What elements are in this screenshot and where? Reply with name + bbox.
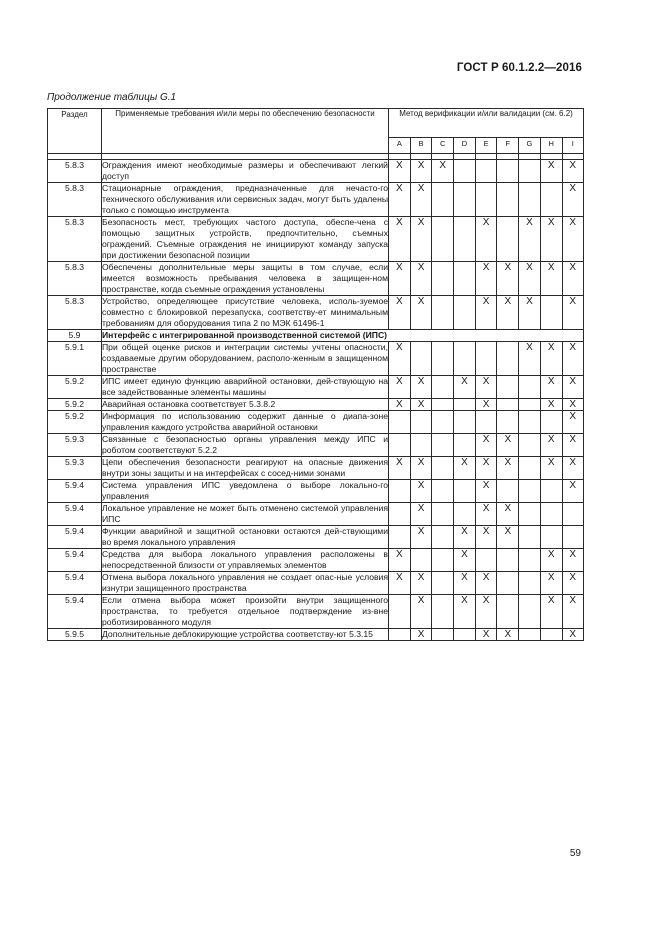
verification-mark-h: X xyxy=(540,160,562,183)
table-row xyxy=(48,160,584,183)
verification-mark-g xyxy=(519,629,541,641)
verification-mark-a: X xyxy=(389,217,411,262)
verification-mark-a: X xyxy=(389,457,411,480)
verification-mark-c xyxy=(432,411,454,434)
verification-mark-c xyxy=(432,549,454,572)
requirement-text: Отмена выбора локального управления не создает опас-ные условия изнутри защищенного пространства xyxy=(102,572,388,593)
verification-mark-e xyxy=(475,183,497,217)
verification-mark-h xyxy=(540,526,562,549)
verification-mark-d: X xyxy=(454,457,476,480)
method-col-h: H xyxy=(540,138,562,154)
verification-mark-d xyxy=(454,629,476,641)
table-row xyxy=(48,503,584,526)
verification-mark-i: X xyxy=(562,595,584,629)
verification-mark-a xyxy=(389,480,411,503)
verification-mark-b: X xyxy=(410,629,432,641)
verification-mark-g xyxy=(519,376,541,399)
verification-mark-b xyxy=(410,434,432,457)
page-number: 59 xyxy=(569,848,581,859)
verification-mark-i xyxy=(562,503,584,526)
verification-mark-e xyxy=(475,342,497,376)
verification-mark-g xyxy=(519,480,541,503)
verification-mark-b: X xyxy=(410,217,432,262)
verification-mark-d xyxy=(454,503,476,526)
verification-mark-e: X xyxy=(475,376,497,399)
verification-mark-e: X xyxy=(475,629,497,641)
method-col-b: B xyxy=(410,138,432,154)
verification-mark-a: X xyxy=(389,376,411,399)
verification-mark-f xyxy=(497,160,519,183)
requirement-text: Стационарные ограждения, предназначенные для нечасто-го технического обслуживания или сервисных задач, могут быть удалены только с помощью инструмента xyxy=(102,183,388,215)
verification-mark-c xyxy=(432,342,454,376)
verification-mark-b: X xyxy=(410,262,432,296)
verification-mark-f xyxy=(497,411,519,434)
verification-mark-c xyxy=(432,262,454,296)
verification-mark-d xyxy=(454,183,476,217)
verification-mark-a: X xyxy=(389,572,411,595)
requirement-text: Локальное управление не может быть отменено системой управления ИПС xyxy=(102,503,388,524)
section-number: 5.9.2 xyxy=(48,399,102,411)
section-number: 5.9.5 xyxy=(48,629,102,641)
verification-mark-b: X xyxy=(410,183,432,217)
table-row xyxy=(48,572,584,595)
verification-mark-c xyxy=(432,480,454,503)
table-row xyxy=(48,526,584,549)
section-number: 5.9.3 xyxy=(48,434,102,457)
verification-mark-c xyxy=(432,399,454,411)
verification-mark-d: X xyxy=(454,572,476,595)
verification-mark-f: X xyxy=(497,434,519,457)
header-section: Раздел xyxy=(48,109,102,154)
verification-mark-b: X xyxy=(410,376,432,399)
header-requirements: Применяемые требования и/или меры по обеспечению безопасности xyxy=(102,109,389,154)
verification-mark-i: X xyxy=(562,296,584,330)
verification-mark-i: X xyxy=(562,217,584,262)
verification-mark-g: X xyxy=(519,342,541,376)
verification-mark-h: X xyxy=(540,595,562,629)
verification-mark-e xyxy=(475,411,497,434)
requirement-text: Связанные с безопасностью органы управления между ИПС и роботом соответствуют 5.2.2 xyxy=(102,434,388,455)
verification-mark-a: X xyxy=(389,549,411,572)
table-row xyxy=(48,595,584,629)
verification-mark-g xyxy=(519,411,541,434)
verification-mark-c xyxy=(432,183,454,217)
verification-mark-d xyxy=(454,411,476,434)
verification-mark-h: X xyxy=(540,342,562,376)
verification-mark-b: X xyxy=(410,296,432,330)
verification-mark-i: X xyxy=(562,434,584,457)
requirement-text: Если отмена выбора может произойти внутри защищенного пространства, то требуется отдельное подтверждение из-вне роботизированного модуля xyxy=(102,595,388,627)
requirement-text: ИПС имеет единую функцию аварийной остановки, дей-ствующую на все задействованные элементы машины xyxy=(102,376,388,397)
verification-mark-i: X xyxy=(562,629,584,641)
verification-mark-e: X xyxy=(475,217,497,262)
section-number: 5.9.2 xyxy=(48,411,102,434)
verification-mark-h xyxy=(540,183,562,217)
section-number: 5.8.3 xyxy=(48,160,102,183)
table-caption: Продолжение таблицы G.1 xyxy=(47,92,177,103)
verification-mark-g: X xyxy=(519,217,541,262)
section-number: 5.9.4 xyxy=(48,526,102,549)
requirement-text: Аварийная остановка соответствует 5.3.8.2 xyxy=(102,399,389,411)
requirement-text: Средства для выбора локального управления расположены в непосредственной близости от управляемых элементов xyxy=(102,549,388,570)
verification-mark-i: X xyxy=(562,411,584,434)
verification-mark-a: X xyxy=(389,183,411,217)
verification-mark-c xyxy=(432,434,454,457)
verification-mark-b: X xyxy=(410,595,432,629)
verification-mark-g xyxy=(519,457,541,480)
verification-mark-d xyxy=(454,296,476,330)
method-col-c: C xyxy=(432,138,454,154)
verification-mark-a: X xyxy=(389,160,411,183)
verification-mark-i: X xyxy=(562,160,584,183)
table-row xyxy=(48,217,584,262)
verification-mark-c xyxy=(432,503,454,526)
verification-mark-a xyxy=(389,411,411,434)
section-number: 5.9.4 xyxy=(48,480,102,503)
verification-mark-c xyxy=(432,296,454,330)
verification-mark-d: X xyxy=(454,549,476,572)
verification-mark-a xyxy=(389,526,411,549)
verification-mark-h: X xyxy=(540,572,562,595)
verification-mark-h xyxy=(540,629,562,641)
verification-mark-g xyxy=(519,399,541,411)
verification-mark-i: X xyxy=(562,549,584,572)
verification-mark-i: X xyxy=(562,399,584,411)
method-col-d: D xyxy=(454,138,476,154)
verification-mark-g: X xyxy=(519,262,541,296)
verification-mark-d xyxy=(454,399,476,411)
verification-mark-e: X xyxy=(475,262,497,296)
verification-table xyxy=(47,108,584,641)
verification-mark-d xyxy=(454,160,476,183)
verification-mark-c xyxy=(432,376,454,399)
method-col-e: E xyxy=(475,138,497,154)
verification-mark-c xyxy=(432,572,454,595)
verification-mark-b: X xyxy=(410,480,432,503)
section-heading: Интерфейс с интегрированной производственной системой (ИПС) xyxy=(102,330,584,342)
verification-mark-h: X xyxy=(540,376,562,399)
verification-mark-a xyxy=(389,629,411,641)
verification-mark-g xyxy=(519,183,541,217)
verification-mark-h: X xyxy=(540,549,562,572)
verification-mark-b: X xyxy=(410,399,432,411)
verification-mark-h xyxy=(540,296,562,330)
verification-mark-e: X xyxy=(475,503,497,526)
section-number: 5.9.4 xyxy=(48,549,102,572)
verification-mark-i: X xyxy=(562,480,584,503)
verification-mark-i xyxy=(562,526,584,549)
section-number: 5.9 xyxy=(48,330,102,342)
table-row xyxy=(48,342,584,376)
verification-mark-b: X xyxy=(410,503,432,526)
verification-mark-c: X xyxy=(432,160,454,183)
section-number: 5.8.3 xyxy=(48,217,102,262)
verification-mark-e: X xyxy=(475,296,497,330)
verification-mark-i: X xyxy=(562,183,584,217)
verification-mark-d: X xyxy=(454,595,476,629)
verification-mark-c xyxy=(432,595,454,629)
requirement-text: Система управления ИПС уведомлена о выборе локально-го управления xyxy=(102,480,388,501)
verification-mark-a xyxy=(389,503,411,526)
method-col-i: I xyxy=(562,138,584,154)
verification-mark-h xyxy=(540,480,562,503)
table-row xyxy=(48,262,584,296)
verification-mark-g: X xyxy=(519,296,541,330)
verification-mark-c xyxy=(432,457,454,480)
table-row xyxy=(48,434,584,457)
requirement-text: Функции аварийной и защитной остановки остаются дей-ствующими во время локального управления xyxy=(102,526,388,547)
table-row xyxy=(48,549,584,572)
verification-mark-f xyxy=(497,342,519,376)
verification-mark-d: X xyxy=(454,526,476,549)
verification-mark-d xyxy=(454,217,476,262)
verification-mark-i: X xyxy=(562,376,584,399)
table-row xyxy=(48,457,584,480)
verification-mark-h: X xyxy=(540,262,562,296)
method-col-f: F xyxy=(497,138,519,154)
section-number: 5.9.4 xyxy=(48,595,102,629)
section-number: 5.9.4 xyxy=(48,572,102,595)
verification-mark-h xyxy=(540,503,562,526)
verification-mark-e: X xyxy=(475,572,497,595)
table-row xyxy=(48,183,584,217)
verification-mark-f xyxy=(497,376,519,399)
verification-mark-f: X xyxy=(497,262,519,296)
verification-mark-f xyxy=(497,572,519,595)
verification-mark-c xyxy=(432,526,454,549)
header-method: Метод верификации и/или валидации (см. 6.2) xyxy=(389,109,584,138)
verification-mark-b: X xyxy=(410,526,432,549)
verification-mark-e: X xyxy=(475,457,497,480)
section-number: 5.8.3 xyxy=(48,296,102,330)
verification-mark-h: X xyxy=(540,457,562,480)
verification-mark-a: X xyxy=(389,342,411,376)
verification-mark-h: X xyxy=(540,434,562,457)
verification-mark-a: X xyxy=(389,296,411,330)
verification-mark-a: X xyxy=(389,262,411,296)
verification-mark-i: X xyxy=(562,342,584,376)
verification-mark-g xyxy=(519,503,541,526)
verification-mark-f: X xyxy=(497,503,519,526)
section-number: 5.8.3 xyxy=(48,262,102,296)
verification-mark-b xyxy=(410,411,432,434)
section-number: 5.9.1 xyxy=(48,342,102,376)
method-col-g: G xyxy=(519,138,541,154)
verification-mark-b: X xyxy=(410,457,432,480)
verification-mark-f xyxy=(497,217,519,262)
verification-mark-d xyxy=(454,262,476,296)
verification-mark-d xyxy=(454,434,476,457)
verification-mark-i: X xyxy=(562,457,584,480)
verification-mark-a xyxy=(389,595,411,629)
verification-mark-g xyxy=(519,160,541,183)
verification-mark-i: X xyxy=(562,572,584,595)
verification-mark-g xyxy=(519,549,541,572)
table-row xyxy=(48,399,584,411)
verification-mark-f: X xyxy=(497,457,519,480)
table-row xyxy=(48,411,584,434)
verification-mark-e xyxy=(475,160,497,183)
document-id: ГОСТ Р 60.1.2.2—2016 xyxy=(456,62,582,74)
verification-mark-e: X xyxy=(475,434,497,457)
verification-mark-g xyxy=(519,572,541,595)
verification-mark-d xyxy=(454,342,476,376)
verification-mark-g xyxy=(519,434,541,457)
table-row xyxy=(48,629,584,641)
verification-mark-h: X xyxy=(540,217,562,262)
table-row xyxy=(48,376,584,399)
requirement-text: Обеспечены дополнительные меры защиты в том случае, если имеется возможность пребывания человека в защищен-ном пространстве, когда съемные ограждения установлены xyxy=(102,262,388,294)
verification-mark-b xyxy=(410,342,432,376)
section-number: 5.8.3 xyxy=(48,183,102,217)
verification-mark-e: X xyxy=(475,595,497,629)
section-number: 5.9.3 xyxy=(48,457,102,480)
verification-mark-f xyxy=(497,399,519,411)
verification-mark-a xyxy=(389,434,411,457)
verification-mark-e: X xyxy=(475,399,497,411)
table-row xyxy=(48,480,584,503)
verification-mark-d: X xyxy=(454,376,476,399)
verification-mark-f: X xyxy=(497,629,519,641)
verification-mark-f: X xyxy=(497,296,519,330)
table-row xyxy=(48,330,584,342)
verification-mark-e xyxy=(475,549,497,572)
requirement-text: Информация по использованию содержит данные о диапа-зоне управления каждого устройства аварийной остановки xyxy=(102,411,388,432)
section-number: 5.9.2 xyxy=(48,376,102,399)
requirement-text: Ограждения имеют необходимые размеры и обеспечивают легкий доступ xyxy=(102,160,388,181)
verification-mark-c xyxy=(432,629,454,641)
verification-mark-i: X xyxy=(562,262,584,296)
verification-mark-f xyxy=(497,183,519,217)
verification-mark-e: X xyxy=(475,480,497,503)
verification-mark-g xyxy=(519,526,541,549)
verification-mark-b: X xyxy=(410,160,432,183)
verification-mark-f xyxy=(497,595,519,629)
verification-mark-h xyxy=(540,411,562,434)
requirement-text: При общей оценке рисков и интеграции системы учтены опасности, создаваемые другим оборудованием, располо-женным в защищенном пространстве xyxy=(102,342,388,374)
verification-mark-b xyxy=(410,549,432,572)
verification-mark-g xyxy=(519,595,541,629)
verification-mark-c xyxy=(432,217,454,262)
verification-mark-a: X xyxy=(389,399,411,411)
verification-mark-f xyxy=(497,480,519,503)
verification-mark-b: X xyxy=(410,572,432,595)
verification-mark-d xyxy=(454,480,476,503)
verification-mark-f: X xyxy=(497,526,519,549)
section-number: 5.9.4 xyxy=(48,503,102,526)
method-col-a: A xyxy=(389,138,411,154)
verification-mark-h: X xyxy=(540,399,562,411)
verification-mark-f xyxy=(497,549,519,572)
table-row xyxy=(48,296,584,330)
verification-mark-e: X xyxy=(475,526,497,549)
requirement-text: Цепи обеспечения безопасности реагируют на опасные движения внутри зоны защиты и на интерфейсах с сосед-ними зонами xyxy=(102,457,388,478)
requirement-text: Устройство, определяющее присутствие человека, исполь-зуемое совместно с блокировкой перезапуска, соответству-ет минимальным требованиям для оборудования типа 2 по МЭК 61496-1 xyxy=(102,296,388,328)
requirement-text: Дополнительные деблокирующие устройства соответству-ют 5.3.15 xyxy=(102,629,389,641)
requirement-text: Безопасность мест, требующих частого доступа, обеспе-чена с помощью защитных устройств, предпочтительно, съемных ограждений. Съемные ограждения не инициируют команду запуска при достижении безопасной позиции xyxy=(102,217,388,260)
